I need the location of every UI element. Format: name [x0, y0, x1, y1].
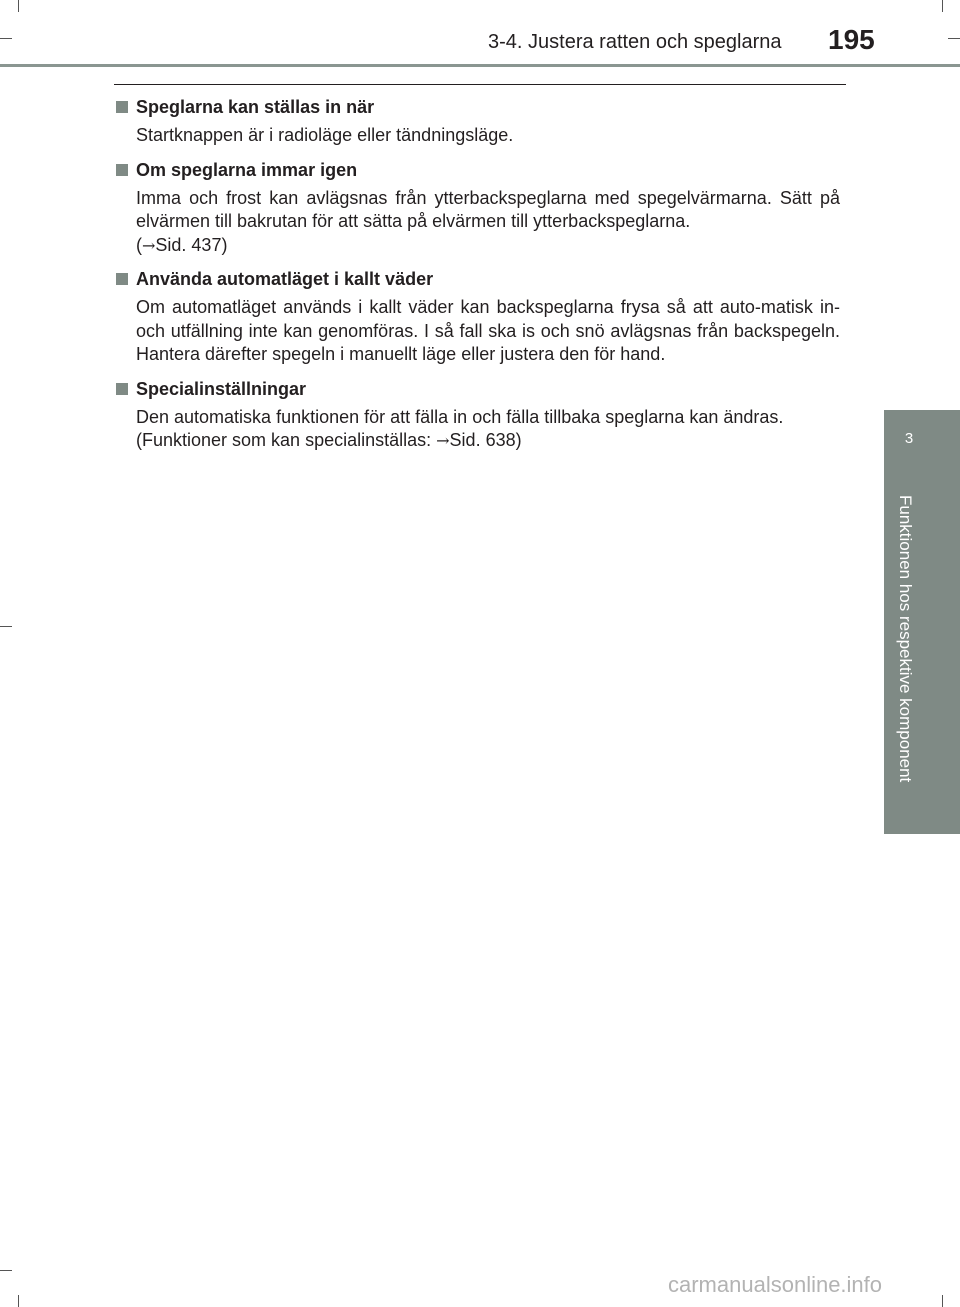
- paragraph: Imma och frost kan avlägsnas från ytterbackspeglarna med spegelvärmarna. Sätt på elvärmen till bakrutan för att sätta på elvärmen till ytterbackspeglarna.: [136, 187, 840, 231]
- section-title: 3-4. Justera ratten och speglarna: [488, 31, 782, 53]
- page-number: 195: [828, 24, 875, 55]
- crop-mark: [0, 1270, 12, 1271]
- paren-open: (: [136, 234, 142, 255]
- page-reference-text: Sid. 638): [449, 430, 522, 450]
- section-body: [136, 406, 840, 453]
- section-customization: [114, 377, 840, 453]
- content-rule: [114, 84, 846, 85]
- section-mirror-adjust-conditions: [114, 95, 840, 148]
- page-content: [114, 95, 840, 457]
- crop-mark: [18, 0, 19, 12]
- square-bullet-icon: [116, 164, 128, 176]
- watermark: carmanualsonline.info: [668, 1272, 883, 1297]
- crop-mark: [0, 626, 12, 627]
- header-rule: [0, 64, 960, 67]
- page-reference-text: Sid. 437): [155, 234, 228, 255]
- crop-mark: [0, 38, 12, 39]
- section-heading-text: Speglarna kan ställas in när: [136, 97, 375, 117]
- section-body: [136, 296, 840, 367]
- section-heading-text: Specialinställningar: [136, 378, 307, 399]
- reference-prefix: (Funktioner som kan specialinställas:: [136, 430, 437, 450]
- section-body: [136, 187, 840, 258]
- section-heading: [114, 267, 840, 291]
- section-heading: [114, 377, 840, 401]
- paragraph: Startknappen är i radioläge eller tändningsläge.: [136, 125, 514, 145]
- section-heading: [114, 95, 840, 119]
- chapter-number: 3: [904, 430, 914, 447]
- chapter-side-tab: [884, 410, 960, 834]
- section-heading-text: Om speglarna immar igen: [136, 159, 358, 180]
- section-heading-text: Använda automatläget i kallt väder: [136, 269, 434, 289]
- section-heading: [114, 158, 840, 182]
- arrow-right-icon: →: [142, 235, 156, 255]
- page-reference[interactable]: [136, 234, 840, 258]
- crop-mark: [948, 38, 960, 39]
- crop-mark: [18, 1295, 19, 1307]
- square-bullet-icon: [116, 383, 128, 395]
- paragraph: Om automatläget används i kallt väder kan backspeglarna frysa så att auto-matisk in- och utfällning inte kan genomföras. I så fall ska is och snö avlägsnas från backspegeln. Hantera därefter spegeln i manuellt läge eller justera den för hand.: [136, 297, 840, 364]
- crop-mark: [942, 0, 943, 12]
- square-bullet-icon: [116, 273, 128, 285]
- section-mirror-fog: [114, 158, 840, 258]
- square-bullet-icon: [116, 101, 128, 113]
- section-cold-weather: [114, 267, 840, 367]
- paragraph: Den automatiska funktionen för att fälla in och fälla tillbaka speglarna kan ändras.: [136, 406, 784, 427]
- section-body: [136, 124, 840, 148]
- page-reference[interactable]: [136, 429, 840, 453]
- chapter-label: Funktionen hos respektive komponent: [896, 495, 915, 783]
- crop-mark: [942, 1295, 943, 1307]
- arrow-right-icon: →: [436, 431, 450, 450]
